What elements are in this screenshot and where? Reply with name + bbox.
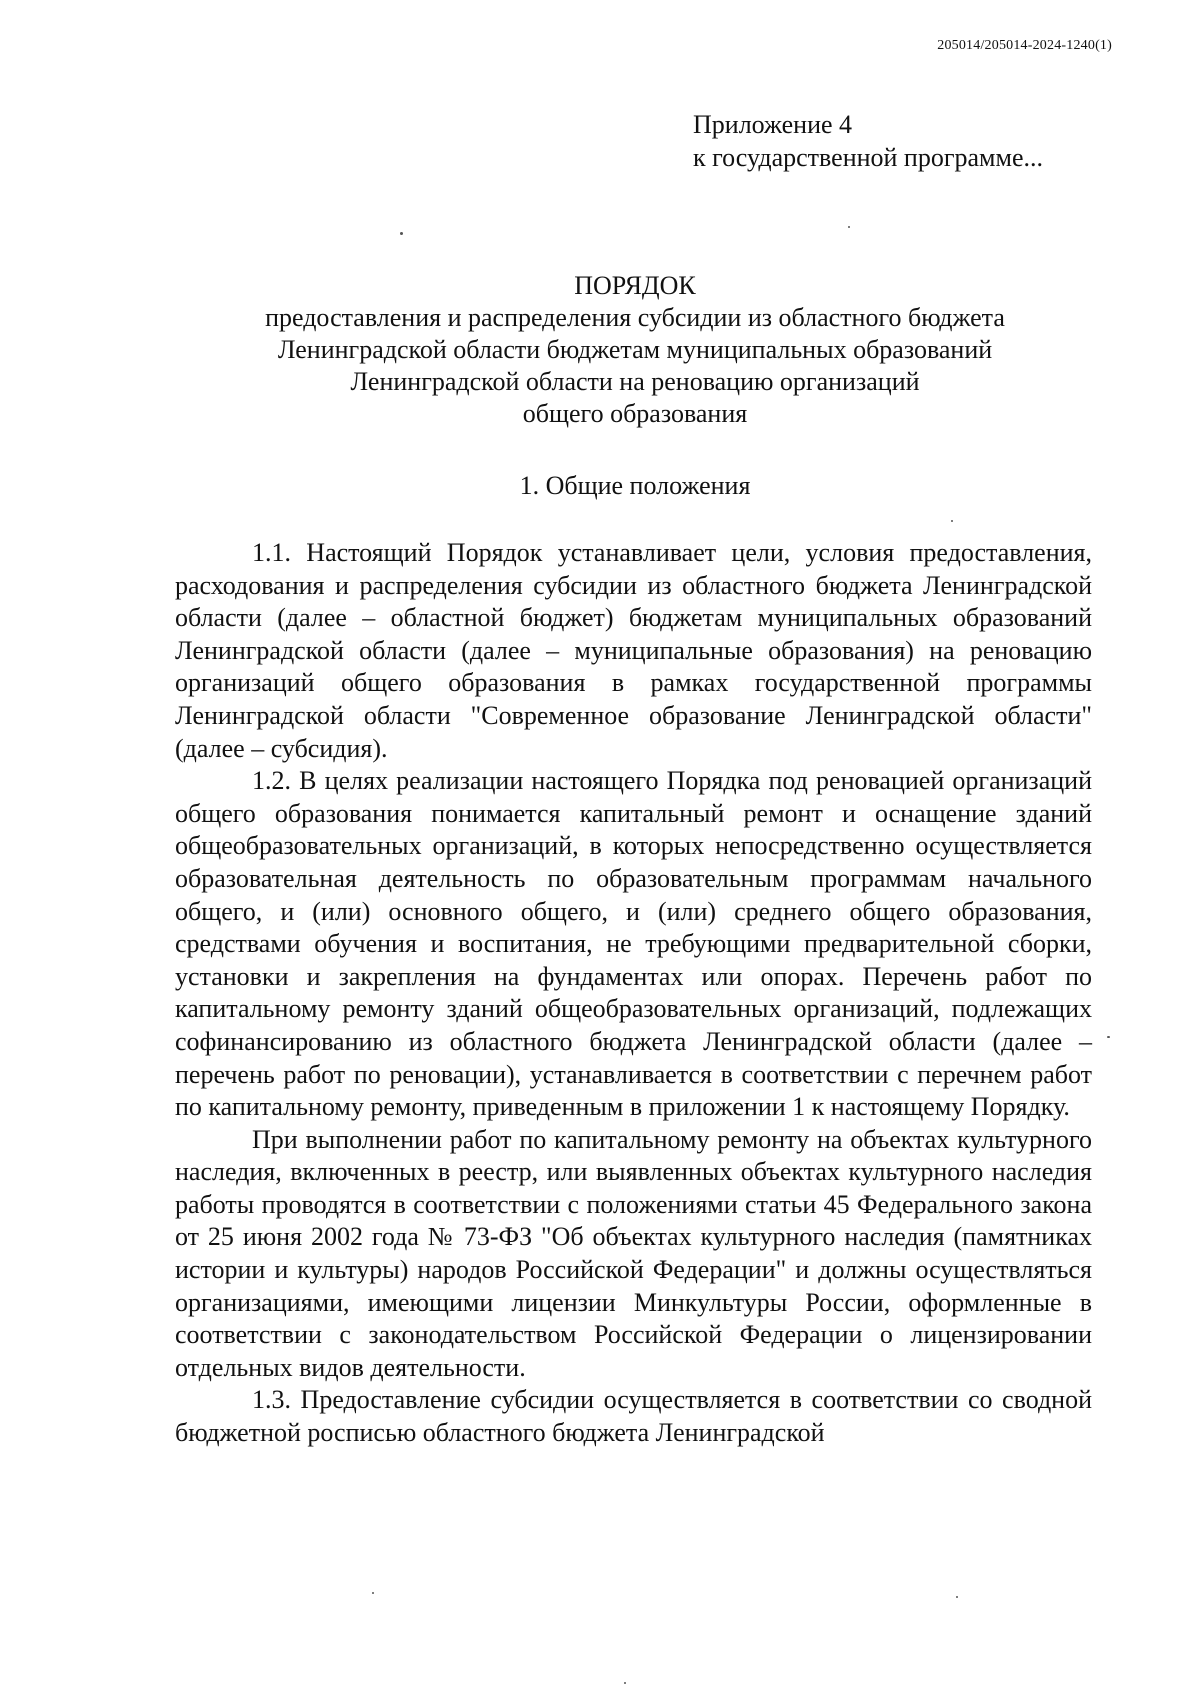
scan-speck xyxy=(848,226,850,228)
scan-speck xyxy=(951,520,953,522)
paragraph-1-3: 1.3. Предоставление субсидии осуществляется в соответствии со сводной бюджетной росписью областного бюджета Ленинградской xyxy=(175,1385,1092,1448)
document-id: 205014/205014-2024-1240(1) xyxy=(937,38,1112,53)
paragraph-cultural-heritage: При выполнении работ по капитальному ремонту на объектах культурного наследия, включенных в реестр, или выявленных объектах культурного наследия работы проводятся в соответствии с положениями статьи 45 Федерального закона от 25 июня 2002 года № 73-ФЗ "Об объектах культурного наследия (памятниках истории и культуры) народов Российской Федерации" и должны осуществляться организациями, имеющими лицензии Минкультуры России, оформленные в соответствии с законодательством Российской Федерации о лицензировании отдельных видов деятельности. xyxy=(175,1124,1092,1382)
scan-speck xyxy=(956,1596,958,1598)
scan-speck xyxy=(624,1682,626,1684)
title-subtitle-line-1: предоставления и распределения субсидии из областного бюджета xyxy=(265,303,1005,332)
scan-speck xyxy=(400,232,403,235)
title-subtitle-line-4: общего образования xyxy=(522,399,748,428)
section-heading: 1. Общие положения xyxy=(519,471,751,500)
appendix-line-2: к государственной программе... xyxy=(693,143,1043,172)
appendix-reference xyxy=(693,108,1043,174)
scan-speck xyxy=(1107,1036,1110,1038)
document-title: ПОРЯДОК xyxy=(574,271,696,300)
document-title-block xyxy=(130,270,1140,430)
title-subtitle-line-2: Ленинградской области бюджетам муниципальных образований xyxy=(277,335,993,364)
paragraph-1-2: 1.2. В целях реализации настоящего Порядка под реновацией организаций общего образования понимается капитальный ремонт и оснащение зданий общеобразовательных организаций, в которых непосредственно осуществляется образовательная деятельность по образовательным программам начального общего, и (или) основного общего, и (или) среднего общего образования, средствами обучения и воспитания, не требующими предварительной сборки, установки и закрепления на фундаментах или опорах. Перечень работ по капитальному ремонту зданий общеобразовательных организаций, подлежащих софинансированию из областного бюджета Ленинградской области (далее – перечень работ по реновации), устанавливается в соответствии с перечнем работ по капитальному ремонту, приведенным в приложении 1 к настоящему Порядку. xyxy=(175,766,1092,1122)
title-subtitle-line-3: Ленинградской области на реновацию организаций xyxy=(350,367,920,396)
paragraph-1-1: 1.1. Настоящий Порядок устанавливает цели, условия предоставления, расходования и распределения субсидии из областного бюджета Ленинградской области (далее – областной бюджет) бюджетам муниципальных образований Ленинградской области (далее – муниципальные образования) на реновацию организаций общего образования в рамках государственной программы Ленинградской области "Современное образование Ленинградской области" (далее – субсидия). xyxy=(175,538,1092,763)
scan-speck xyxy=(372,1592,374,1594)
document-body xyxy=(175,537,1092,1450)
appendix-line-1: Приложение 4 xyxy=(693,110,853,139)
